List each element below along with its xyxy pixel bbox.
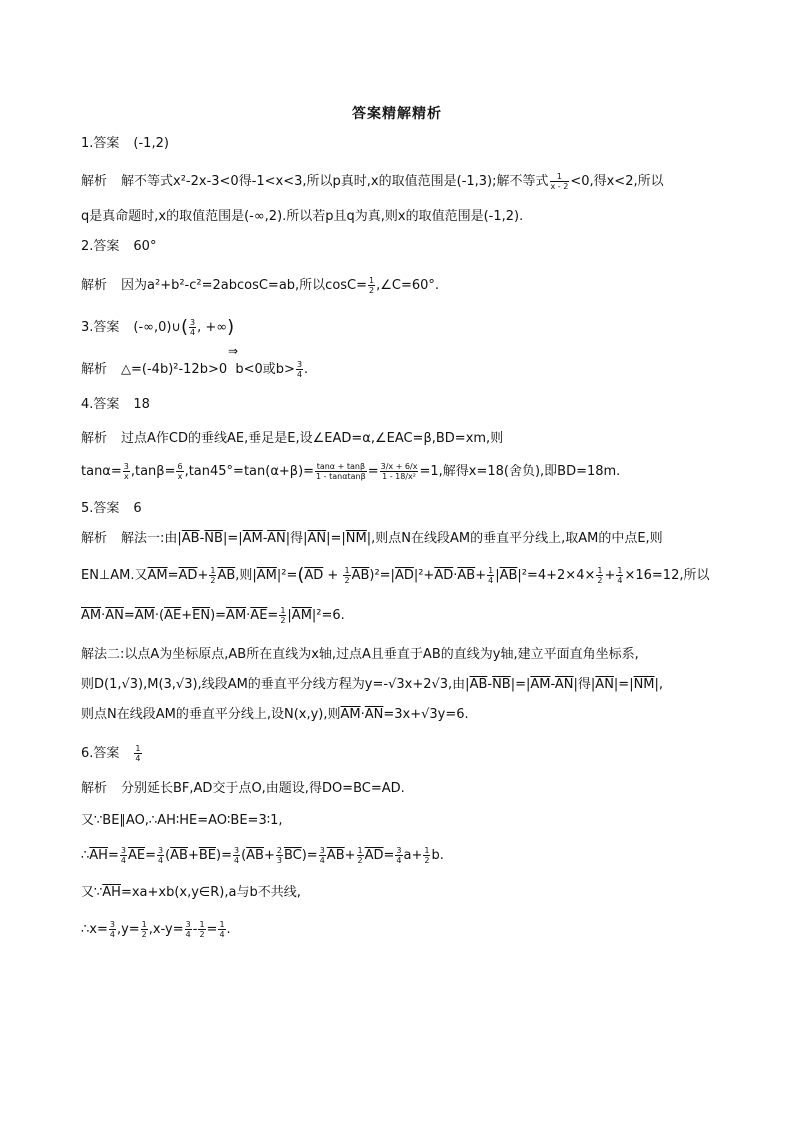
text: | <box>287 608 292 623</box>
vector: $\overline{AM}$ <box>147 568 168 583</box>
text: 则D(1,√3),M(3,√3),线段AM的垂直平分线方程为y=-√3x+2√3,由| <box>81 677 470 692</box>
numerator: 1 <box>210 566 216 575</box>
vector: $\overline{AB}$ <box>469 677 488 692</box>
fraction <box>218 920 225 939</box>
text: ( <box>241 848 247 863</box>
vector: $\overline{AD}$ <box>178 568 198 583</box>
denominator: 2 <box>597 576 603 585</box>
denominator: 4 <box>296 370 303 379</box>
answer-value: (-1,2) <box>133 136 169 151</box>
explanation-5-method-2-line-1: 解法二:以点A为坐标原点,AB所在直线为x轴,过点A且垂直于AB的直线为y轴,建立平面直角坐标系, <box>81 647 639 662</box>
text: |²= <box>276 568 298 583</box>
text: 又∵ <box>81 885 103 900</box>
numerator: 1 <box>199 920 205 929</box>
fraction <box>189 318 196 337</box>
fraction <box>357 846 364 865</box>
right-paren: ) <box>227 316 235 338</box>
text: · <box>101 608 106 623</box>
vector: $\overline{AH}$ <box>102 885 121 900</box>
text: = <box>107 848 119 863</box>
denominator: 4 <box>233 856 240 865</box>
text: - <box>192 922 198 937</box>
denominator: 2 <box>199 930 205 939</box>
vector: $\overline{AB}$ <box>351 568 370 583</box>
text: · <box>246 608 251 623</box>
page-title: 答案精解精析 <box>352 106 442 122</box>
text: |²=6. <box>311 608 345 623</box>
explanation-4-line-2 <box>81 462 620 481</box>
text: |得| <box>573 677 596 692</box>
text: 因为a²+b²-c²=2abcosC=ab,所以cosC= <box>121 278 368 293</box>
text: b<0或b> <box>235 362 295 377</box>
text: ,则| <box>235 568 257 583</box>
answer-value: 60° <box>133 239 157 254</box>
vector: $\overline{AN}$ <box>105 608 124 623</box>
fraction <box>380 462 419 481</box>
text: |²=4+2×4× <box>517 568 596 583</box>
numerator: 1 <box>597 566 603 575</box>
text: |=| <box>222 531 243 546</box>
text: = <box>383 848 395 863</box>
text: ×16=12,所以 <box>624 568 710 583</box>
vector: $\overline{AE}$ <box>250 608 268 623</box>
numerator: 3/x + 6/x <box>380 462 418 471</box>
fraction <box>368 276 375 295</box>
text: + <box>604 568 616 583</box>
vector: $\overline{AB}$ <box>217 568 236 583</box>
vector: $\overline{AB}$ <box>457 568 476 583</box>
vector: $\overline{AM}$ <box>242 531 263 546</box>
text: a+ <box>403 848 423 863</box>
denominator: 2 <box>344 576 350 585</box>
text: ,x-y= <box>148 922 184 937</box>
explanation-5-line-3 <box>81 606 345 625</box>
vector: $\overline{AB}$ <box>181 531 200 546</box>
fraction <box>123 462 130 481</box>
numerator: 3 <box>109 920 115 929</box>
vector: $\overline{AD}$ <box>394 568 414 583</box>
denominator: 2 <box>357 856 363 865</box>
vector: $\overline{AM}$ <box>530 677 551 692</box>
answer-value: 18 <box>133 397 150 412</box>
answer-value: 6 <box>133 501 142 516</box>
text: - <box>487 677 493 692</box>
text: + <box>263 848 275 863</box>
fraction <box>319 846 326 865</box>
fraction <box>198 920 205 939</box>
numerator: 3 <box>123 462 129 471</box>
numerator: 1 <box>369 276 375 285</box>
explanation-6-line-4 <box>81 884 301 902</box>
denominator: 2 <box>280 616 286 625</box>
denominator: 3 <box>276 856 282 865</box>
numerator: 1 <box>280 606 286 615</box>
fraction <box>343 566 350 585</box>
implies-arrow: ⇒ <box>228 344 239 358</box>
text: · <box>453 568 458 583</box>
vector: $\overline{AM}$ <box>256 568 277 583</box>
answer-1 <box>81 135 169 153</box>
denominator: 4 <box>219 930 225 939</box>
text: △=(-4b)²-12b>0 <box>121 362 228 377</box>
vector: $\overline{AB}$ <box>246 848 264 863</box>
text: |²+ <box>413 568 435 583</box>
numerator: 1 <box>488 566 494 575</box>
text: )= <box>216 848 232 863</box>
text: = <box>206 922 218 937</box>
answer-label: 2.答案 <box>81 239 120 254</box>
explanation-label: 解析 <box>81 531 108 546</box>
text: ∴ <box>81 848 90 863</box>
text: =xa+xb(x,y∈R),a与b不共线, <box>120 885 301 900</box>
numerator: 3 <box>319 846 325 855</box>
answer-label: 5.答案 <box>81 501 120 516</box>
denominator: x <box>177 472 183 481</box>
answer-label: 4.答案 <box>81 397 120 412</box>
text: |=| <box>613 677 634 692</box>
fraction <box>109 920 116 939</box>
explanation-1-line-2: q是真命题时,x的取值范围是(-∞,2).所以若p且q为真,则x的取值范围是(-1,2). <box>81 209 524 224</box>
text: ,tan45°=tan(α+β)= <box>184 464 315 479</box>
text: )= <box>210 608 227 623</box>
text: ,tanβ= <box>130 464 176 479</box>
numerator: 1 <box>219 920 225 929</box>
denominator: x <box>123 472 129 481</box>
answer-6 <box>81 744 143 763</box>
explanation-6-line-1 <box>81 780 405 798</box>
text: 则点N在线段AM的垂直平分线上,设N(x,y),则 <box>81 707 341 722</box>
text: + <box>181 608 193 623</box>
left-paren: ( <box>297 564 305 586</box>
fraction <box>616 566 623 585</box>
answer-5 <box>81 500 142 518</box>
answer-fraction <box>134 744 141 763</box>
fraction <box>209 566 216 585</box>
numerator: 2 <box>276 846 282 855</box>
text: |=| <box>326 531 346 546</box>
answer-2 <box>81 238 156 256</box>
vector: $\overline{AB}$ <box>326 848 345 863</box>
denominator: 4 <box>190 328 196 337</box>
numerator: tanα + tanβ <box>316 462 366 471</box>
text: <0,得x<2,所以 <box>570 174 664 189</box>
text: · <box>360 707 365 722</box>
explanation-5-method-2-line-2 <box>81 676 663 694</box>
vector: $\overline{AH}$ <box>89 848 108 863</box>
text: |=| <box>510 677 531 692</box>
fraction <box>157 846 164 865</box>
explanation-2 <box>81 276 439 295</box>
text: =3x+√3y=6. <box>383 707 469 722</box>
text: tanα= <box>81 464 122 479</box>
text: ,∠C=60°. <box>376 278 440 293</box>
vector: $\overline{NB}$ <box>204 531 223 546</box>
numerator: 3 <box>396 846 402 855</box>
left-paren: ( <box>181 316 189 338</box>
explanation-6-line-3 <box>81 846 444 865</box>
text: - <box>550 677 555 692</box>
text: + <box>475 568 487 583</box>
text: ,y= <box>116 922 140 937</box>
denominator: 2 <box>141 930 147 939</box>
text: - <box>199 531 205 546</box>
denominator: x - 2 <box>550 182 569 191</box>
fraction <box>596 566 603 585</box>
text: 过点A作CD的垂线AE,垂足是E,设∠EAD=α,∠EAC=β,BD=xm,则 <box>121 431 504 446</box>
denominator: 2 <box>369 286 375 295</box>
answer-3 <box>81 318 234 337</box>
explanation-6-line-2: 又∵BE∥AO,∴AH∶HE=AO∶BE=3∶1, <box>81 813 283 828</box>
explanation-5-line-1 <box>81 530 663 548</box>
numerator: 1 <box>344 566 350 575</box>
denominator: 1 - tanαtanβ <box>316 472 366 481</box>
fraction <box>233 846 240 865</box>
text: . <box>226 922 231 937</box>
text: = <box>145 848 156 863</box>
denominator: 4 <box>396 856 402 865</box>
denominator: 2 <box>424 856 430 865</box>
fraction <box>315 462 367 481</box>
explanation-label: 解析 <box>81 781 108 796</box>
vector: $\overline{AM}$ <box>340 707 361 722</box>
fraction <box>296 360 303 379</box>
text: - <box>262 531 268 546</box>
vector: $\overline{AM}$ <box>134 608 155 623</box>
numerator: 1 <box>424 846 430 855</box>
denominator: 4 <box>109 930 115 939</box>
text: = <box>167 568 179 583</box>
fraction <box>550 172 570 191</box>
denominator: 4 <box>319 856 325 865</box>
vector: $\overline{AD}$ <box>304 568 324 583</box>
text: 解法一:由| <box>121 531 182 546</box>
numerator: 1 <box>135 744 141 753</box>
explanation-3 <box>81 360 308 379</box>
answer-value: (-∞,0)∪ <box>133 320 181 335</box>
text: ( <box>165 848 171 863</box>
numerator: 3 <box>185 920 191 929</box>
vector: $\overline{AN}$ <box>307 531 327 546</box>
text: ·( <box>154 608 165 623</box>
explanation-4-line-1 <box>81 430 503 448</box>
fraction <box>487 566 494 585</box>
vector: $\overline{NM}$ <box>345 531 367 546</box>
numerator: 3 <box>190 318 196 327</box>
explanation-label: 解析 <box>81 278 108 293</box>
vector: $\overline{AM}$ <box>226 608 247 623</box>
answer-label: 3.答案 <box>81 320 120 335</box>
text: = <box>267 608 279 623</box>
numerator: 1 <box>550 172 570 182</box>
fraction <box>279 606 286 625</box>
text: |得| <box>285 531 308 546</box>
fraction <box>141 920 148 939</box>
fraction <box>423 846 430 865</box>
vector: $\overline{EN}$ <box>192 608 211 623</box>
text: ∴x= <box>81 922 108 937</box>
explanation-label: 解析 <box>81 362 108 377</box>
fraction <box>176 462 183 481</box>
text: 解不等式x²-2x-3<0得-1<x<3,所以p真时,x的取值范围是(-1,3);解不等式 <box>121 174 549 189</box>
numerator: 1 <box>357 846 363 855</box>
text: . <box>304 362 309 377</box>
vector: $\overline{BE}$ <box>198 848 216 863</box>
fraction <box>395 846 402 865</box>
text: | <box>495 568 500 583</box>
vector: $\overline{AB}$ <box>170 848 188 863</box>
explanation-5-method-2-line-3 <box>81 706 469 724</box>
vector: $\overline{BC}$ <box>283 848 302 863</box>
answer-label: 6.答案 <box>81 746 120 761</box>
vector: $\overline{AN}$ <box>554 677 574 692</box>
numerator: 1 <box>141 920 147 929</box>
vector: $\overline{AD}$ <box>364 848 384 863</box>
text: + <box>323 568 343 583</box>
denominator: 4 <box>120 856 126 865</box>
vector: $\overline{AN}$ <box>267 531 286 546</box>
text: EN⊥AM.又 <box>81 568 148 583</box>
numerator: 3 <box>233 846 240 855</box>
explanation-label: 解析 <box>81 174 108 189</box>
vector: $\overline{NM}$ <box>633 677 655 692</box>
denominator: 4 <box>157 856 164 865</box>
vector: $\overline{AN}$ <box>364 707 384 722</box>
numerator: 6 <box>177 462 183 471</box>
text: |,则点N在线段AM的垂直平分线上,取AM的中点E,则 <box>366 531 663 546</box>
explanation-6-line-5 <box>81 920 231 939</box>
vector: $\overline{AM}$ <box>291 608 312 623</box>
fraction <box>276 846 283 865</box>
vector: $\overline{AE}$ <box>127 848 146 863</box>
text: = <box>123 608 135 623</box>
text: |, <box>654 677 664 692</box>
text: =1,解得x=18(舍负),即BD=18m. <box>419 464 621 479</box>
text: + <box>187 848 199 863</box>
text: b. <box>431 848 444 863</box>
denominator: 4 <box>185 930 191 939</box>
numerator: 3 <box>296 360 303 369</box>
denominator: 4 <box>617 576 623 585</box>
numerator: 3 <box>157 846 164 855</box>
fraction <box>185 920 192 939</box>
denominator: 4 <box>488 576 494 585</box>
fraction <box>120 846 127 865</box>
vector: $\overline{AB}$ <box>499 568 518 583</box>
vector: $\overline{AD}$ <box>434 568 454 583</box>
denominator: 1 - 18/x² <box>382 472 416 481</box>
explanation-5-line-2 <box>81 566 709 585</box>
vector: $\overline{AN}$ <box>595 677 614 692</box>
text: 分别延长BF,AD交于点O,由题设,得DO=BC=AD. <box>121 781 405 796</box>
answer-value: , +∞ <box>197 320 228 335</box>
denominator: 2 <box>210 576 216 585</box>
text: = <box>367 464 379 479</box>
numerator: 3 <box>120 846 126 855</box>
vector: $\overline{NB}$ <box>492 677 511 692</box>
explanation-1-line-1 <box>81 172 664 191</box>
text: + <box>344 848 356 863</box>
explanation-label: 解析 <box>81 431 108 446</box>
numerator: 1 <box>617 566 623 575</box>
denominator: 4 <box>135 754 141 763</box>
vector: $\overline{AM}$ <box>81 608 102 623</box>
answer-4 <box>81 396 150 414</box>
answer-label: 1.答案 <box>81 136 120 151</box>
vector: $\overline{AE}$ <box>164 608 182 623</box>
text: )= <box>301 848 318 863</box>
text: )²=| <box>369 568 395 583</box>
text: + <box>197 568 209 583</box>
